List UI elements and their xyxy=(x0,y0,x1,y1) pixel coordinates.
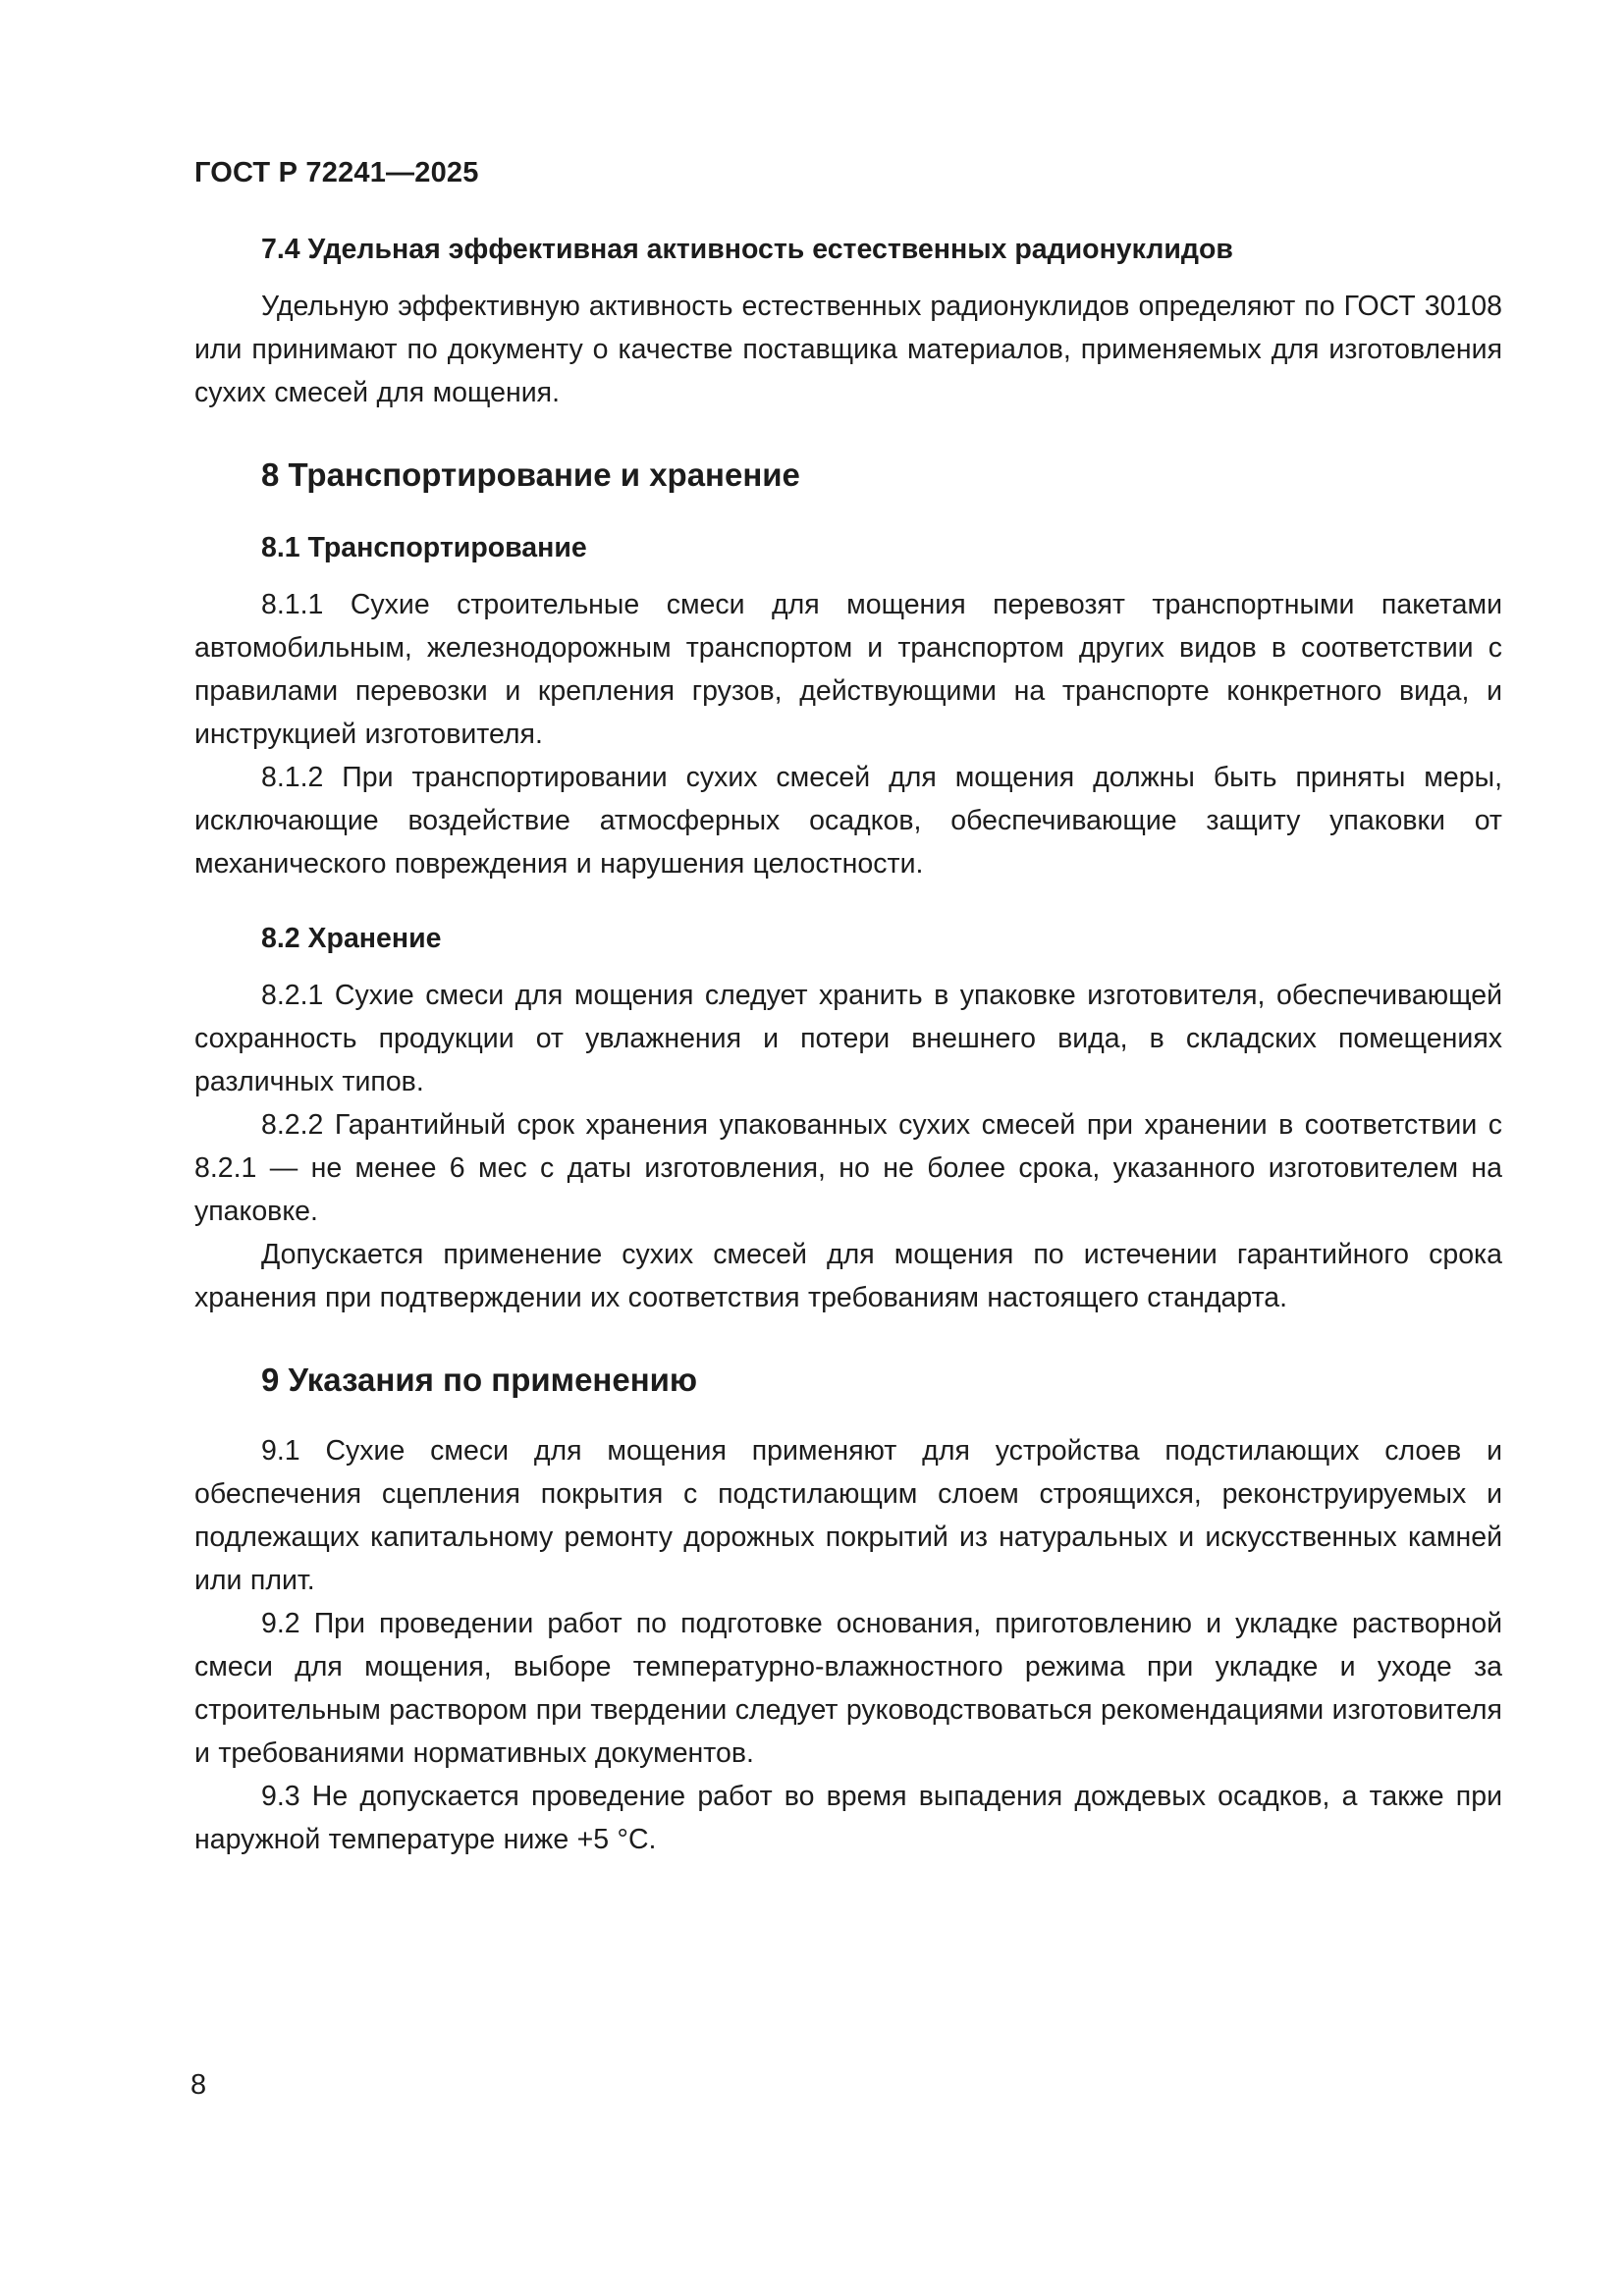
page-number: 8 xyxy=(190,2069,207,2101)
paragraph-8-2-1: 8.2.1 Сухие смеси для мощения следует хранить в упаковке изготовителя, обеспечивающей сохранность продукции от увлажнения и потери внешнего вида, в складских помещениях различных типов. xyxy=(194,980,1502,1097)
paragraph-9-2: 9.2 При проведении работ по подготовке основания, приготовлению и укладке растворной смеси для мощения, выборе температурно-влажностного режима при укладке и уходе за строительным раствором при твердении следует руководствоваться рекомендациями изготовителя и требованиями нормативных документов. xyxy=(194,1608,1502,1769)
paragraph-9-3: 9.3 Не допускается проведение работ во время выпадения дождевых осадков, а также при наружной температуре ниже +5 °С. xyxy=(194,1781,1502,1855)
subsection-heading-8-1: 8.1 Транспортирование xyxy=(261,532,587,563)
paragraph-7-4: Удельную эффективную активность естественных радионуклидов определяют по ГОСТ 30108 или принимают по документу о качестве поставщика материалов, применяемых для изготовления сухих смесей для мощения. xyxy=(194,291,1502,408)
paragraph-8-2-2: 8.2.2 Гарантийный срок хранения упакованных сухих смесей при хранении в соответствии с 8.2.1 — не менее 6 мес с даты изготовления, но не более срока, указанного изготовителем на упаковке. xyxy=(194,1109,1502,1227)
subsection-heading-7-4: 7.4 Удельная эффективная активность естественных радионуклидов xyxy=(261,234,1233,265)
document-content xyxy=(194,228,1502,1861)
document-designation-header: ГОСТ Р 72241—2025 xyxy=(194,157,479,188)
section-heading-9: 9 Указания по применению xyxy=(261,1362,698,1398)
subsection-heading-8-2: 8.2 Хранение xyxy=(261,923,442,954)
paragraph-8-2-2-continuation: Допускается применение сухих смесей для мощения по истечении гарантийного срока хранения при подтверждении их соответствия требованиям настоящего стандарта. xyxy=(194,1239,1502,1313)
paragraph-9-1: 9.1 Сухие смеси для мощения применяют для устройства подстилающих слоев и обеспечения сцепления покрытия с подстилающим слоем строящихся, реконструируемых и подлежащих капитальному ремонту дорожных покрытий из натуральных и искусственных камней или плит. xyxy=(194,1435,1502,1596)
paragraph-8-1-1: 8.1.1 Сухие строительные смеси для мощения перевозят транспортными пакетами автомобильным, железнодорожным транспортом и транспортом других видов в соответствии с правилами перевозки и крепления грузов, действующими на транспорте конкретного вида, и инструкцией изготовителя. xyxy=(194,589,1502,750)
section-heading-8: 8 Транспортирование и хранение xyxy=(261,456,800,493)
paragraph-8-1-2: 8.1.2 При транспортировании сухих смесей для мощения должны быть приняты меры, исключающие воздействие атмосферных осадков, обеспечивающие защиту упаковки от механического повреждения и нарушения целостности. xyxy=(194,762,1502,880)
